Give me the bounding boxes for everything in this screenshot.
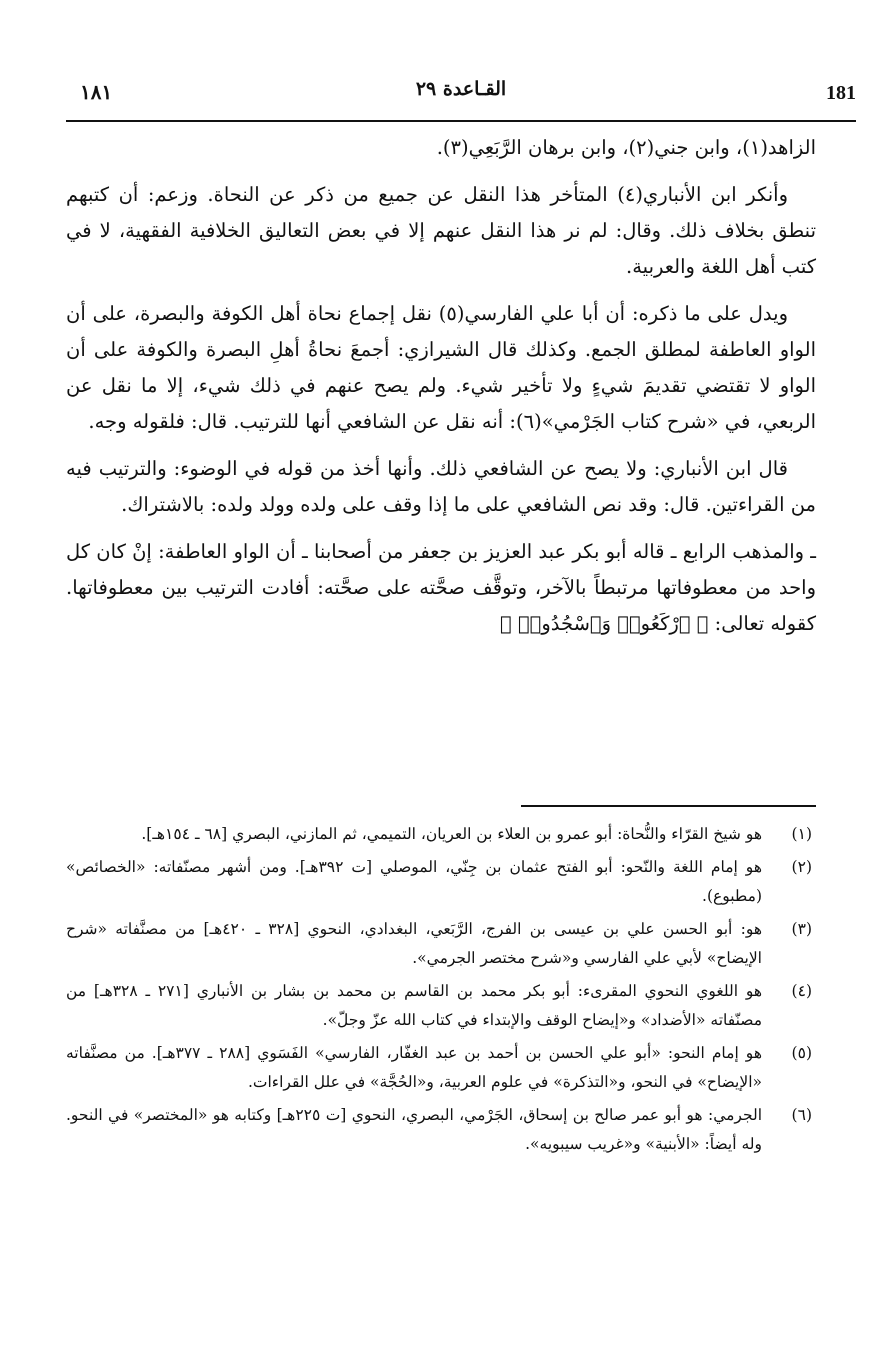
footnotes — [66, 820, 816, 1163]
footnote-text: هو شيخ القرّاء والنُّحاة: أبو عمرو بن العلاء بن العريان، التميمي، ثم المازني، البصري [٦٨ ـ ١٥٤هـ]. — [141, 825, 762, 843]
footnote — [66, 1101, 816, 1159]
paragraph: ـ والمذهب الرابع ـ قاله أبو بكر عبد العزيز بن جعفر من أصحابنا ـ أن الواو العاطفة: إنْ كان كل واحد من معطوفاتها مرتبطاً بالآخر، وتوقَّف صحَّته على صحَّته: أفادت الترتيب بين معطوفاتها. كقوله تعالى: ﴿ ٱرْكَعُوا۟ وَٱسْجُدُوا۟ ﴾ — [66, 540, 816, 635]
footnote-number: (٦) — [791, 1106, 812, 1124]
footnote-number: (٣) — [791, 920, 812, 938]
footnote-text: الجرمي: هو أبو عمر صالح بن إسحاق، الجَرْمي، البصري، النحوي [ت ٢٢٥هـ] وكتابه هو «المختصر» في النحو. وله أيضاً: «الأبنية» و«غريب سيبويه». — [66, 1106, 763, 1153]
running-title: القـاعدة ٢٩ — [415, 78, 507, 100]
footnote-number: (٤) — [791, 982, 812, 1000]
footnote-text: هو: أبو الحسن علي بن عيسى بن الفرج، الرَّبَعي، البغدادي، النحوي [٣٢٨ ـ ٤٢٠هـ] من مصنَّفاته «شرح الإيضاح» لأبي علي الفارسي و«شرح مختصر الجرمي». — [66, 920, 763, 967]
footnote — [66, 820, 816, 849]
paragraph: ويدل على ما ذكره: أن أبا علي الفارسي(٥) نقل إجماع نحاة أهل الكوفة والبصرة، على أن الواو العاطفة لمطلق الجمع. وكذلك قال الشيرازي: أجمعَ نحاةُ أهلِ البصرة والكوفة على أن الواو لا تقتضي تقديمَ شيءٍ ولا تأخير شيء. ولم يصح عنهم في ذلك شيء، إلا ما نقل عن الربعي، في «شرح كتاب الجَرْمي»(٦): أنه نقل عن الشافعي أنها للترتيب. قال: فلقوله وجه. — [66, 302, 816, 433]
footnote — [66, 977, 816, 1035]
footnote — [66, 1039, 816, 1097]
footnote — [66, 853, 816, 911]
paragraph: وأنكر ابن الأنباري(٤) المتأخر هذا النقل عن جميع من ذكر عن النحاة. وزعم: أن كتبهم تنطق بخلاف ذلك. وقال: لم نر هذا النقل عنهم إلا في بعض التعاليق الخلافية الفقهية، لا في كتب أهل اللغة والعربية. — [66, 183, 816, 278]
page-number-latin: 181 — [826, 82, 856, 104]
footnote — [66, 915, 816, 973]
main-text — [66, 130, 816, 653]
footnote-number: (١) — [791, 825, 812, 843]
paragraph: الزاهد(١)، وابن جني(٢)، وابن برهان الرَّبَعِي(٣). — [436, 136, 816, 159]
paragraph: قال ابن الأنباري: ولا يصح عن الشافعي ذلك. وأنها أخذ من قوله في الوضوء: والترتيب فيه من القراءتين. قال: وقد نص الشافعي على ما إذا وقف على ولده وولد ولده: بالاشتراك. — [66, 457, 816, 516]
footnote-text: هو إمام النحو: «أبو علي الحسن بن أحمد بن عبد الغفّار، الفارسي» الفَسَوي [٢٨٨ ـ ٣٧٧هـ]. من مصنَّفاته «الإيضاح» في النحو، و«التذكرة» في علوم العربية، و«الحُجَّة» في علل القراءات. — [66, 1044, 762, 1091]
footnote-number: (٢) — [791, 858, 812, 876]
footnote-text: هو إمام اللغة والنّحو: أبو الفتح عثمان بن جِنّي، الموصلي [ت ٣٩٢هـ]. ومن أشهر مصنّفاته: «الخصائص» (مطبوع). — [66, 858, 762, 905]
footnote-text: هو اللغوي النحوي المقرىء: أبو بكر محمد بن القاسم بن محمد بن بشار بن الأنباري [٢٧١ ـ ٣٢٨هـ] من مصنّفاته «الأضداد» و«إيضاح الوقف والإبتداء في كتاب الله عزّ وجلّ». — [66, 982, 763, 1029]
page-number-arabic: ١٨١ — [80, 80, 113, 104]
page-header — [66, 64, 856, 122]
footnote-number: (٥) — [791, 1044, 812, 1062]
footnote-separator — [521, 805, 816, 807]
